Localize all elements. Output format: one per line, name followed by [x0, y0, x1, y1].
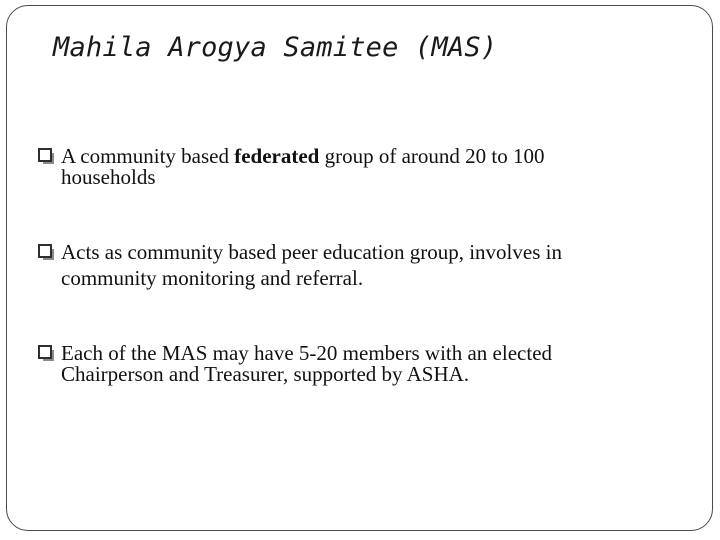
slide-title: Mahila Arogya Samitee (MAS) — [53, 32, 498, 63]
slide-frame — [6, 5, 713, 531]
bullet-item — [38, 239, 658, 291]
square-bullet-icon — [38, 244, 61, 261]
bullet-text: Acts as community based peer education group, involves in — [61, 240, 562, 264]
bold-term: federated — [234, 144, 320, 168]
bullet-text-continuation: Chairperson and Treasurer, supported by ASHA. — [61, 362, 470, 386]
bullet-item — [38, 343, 658, 385]
square-bullet-icon — [38, 148, 61, 165]
square-bullet-icon — [38, 345, 61, 362]
bullet-text: Each of the MAS may have 5-20 members with an elected — [61, 341, 553, 365]
bullet-text: A community based federated group of around 20 to 100 — [61, 144, 545, 168]
bullet-text-continuation: community monitoring and referral. — [61, 266, 364, 290]
bullet-text-continuation: households — [61, 165, 156, 189]
bullet-item — [38, 146, 658, 188]
